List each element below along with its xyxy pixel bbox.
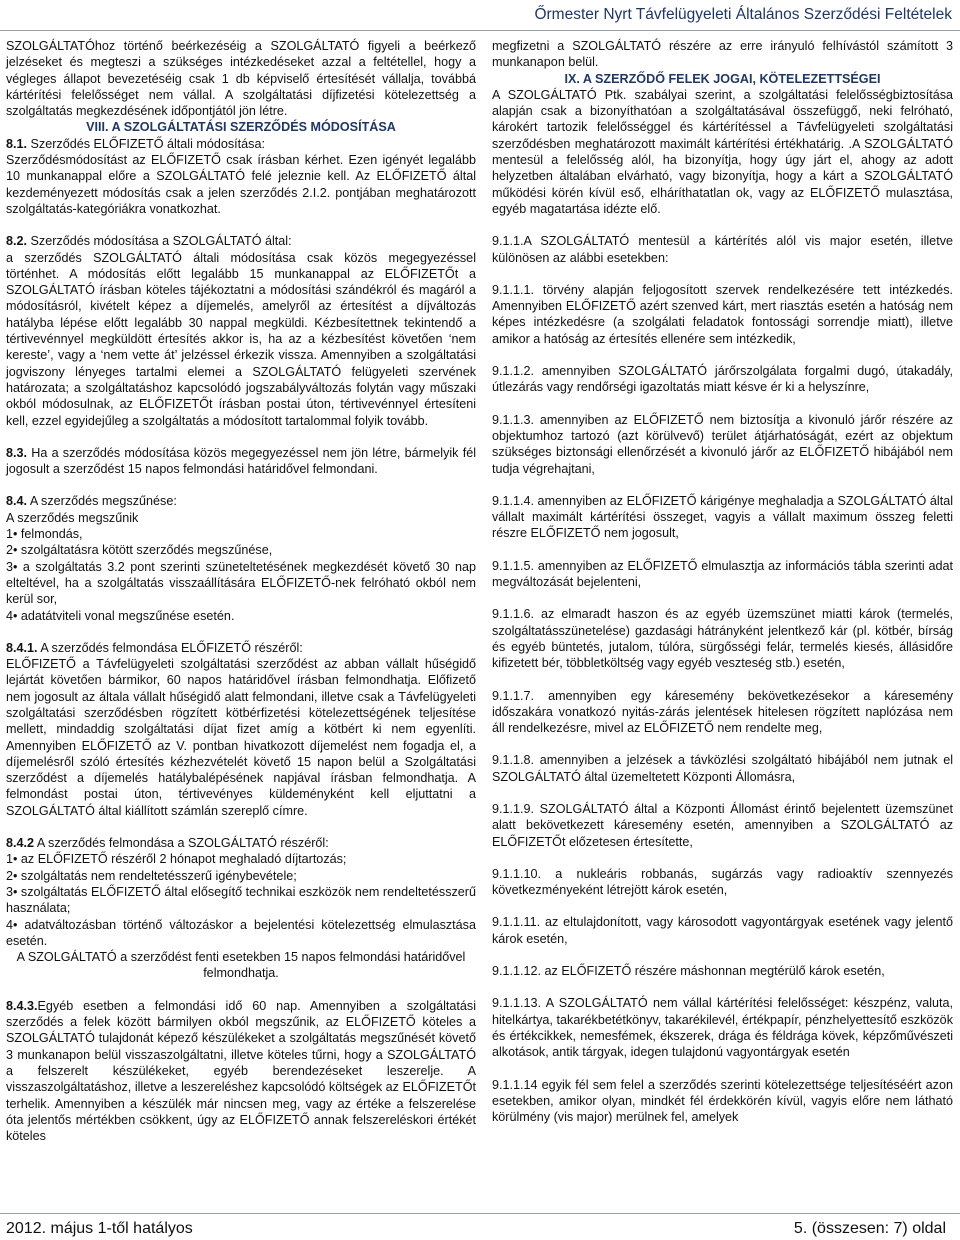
section-8-3-number: 8.3.: [6, 445, 28, 460]
list-item: 3• szolgáltatás ELŐFIZETŐ által elősegítő technikai eszközök nem rendeltetésszerű használata;: [6, 884, 476, 916]
section-8-4-3: [6, 998, 476, 1145]
section-8-2-title: Szerződés módosítása a SZOLGÁLTATÓ által:: [27, 234, 292, 249]
left-column: [6, 38, 476, 1144]
clause-9-1-1-13: 9.1.1.13. A SZOLGÁLTATÓ nem vállal kártérítési felelősséget: készpénz, valuta, hitelkártya, takarékbetétkönyv, takarékilevél, értékpapír, pénzhelyettesítő eszközök és értékcikkek, nemesfémek, ékszerek, drága és féldrága kövek, képzőművészeti alkotások, antik tárgyak, idegen tulajdonú vagyontárgyak esetén: [492, 996, 953, 1060]
clause-9-1-1-4: 9.1.1.4. amennyiben az ELŐFIZETŐ kárigénye meghaladja a SZOLGÁLTATÓ által vállalt maximált kártérítési összeget, vagyis a vállalt maximum összeg feletti részre ELŐFIZETŐ nem jogosult,: [492, 493, 953, 541]
continued-paragraph: megfizetni a SZOLGÁLTATÓ részére az erre irányuló felhívástól számított 3 munkanapon belül.: [492, 39, 953, 70]
clause-9-1-1-3: 9.1.1.3. amennyiben az ELŐFIZETŐ nem biztosítja a kivonuló járőr részére az objektumhoz tartozó (azt körülvevő) terület átjárhatóságát, ezért az objektum szükséges biztonsági ellenőrzését a kivonuló járőr az ELŐFIZETŐ hibájából nem tudja végrehajtani,: [492, 412, 953, 476]
section-8-2-number: 8.2.: [6, 234, 28, 249]
clause-9-1-1-7: 9.1.1.7. amennyiben egy káresemény bekövetkezésekor a káresemény időszakára vonatkozó nyitás-zárás jelentések hitelesen rögzített naplózása nem áll rendelkezésre, mivel az ELŐFIZETŐ nem rendelte meg,: [492, 688, 953, 736]
liability-paragraph: A SZOLGÁLTATÓ Ptk. szabályai szerint, a szolgáltatási felelősségbiztosítása alapján csak a bizonyíthatóan a szolgáltatásával összefüggő, neki felróható, károkért tartozik felelősséggel és kártérítéssel a Távfelügyeleti szolgáltatási szerződésben meghatározott maximált kártérítési értékhatárig. .A SZOLGÁLTATÓ mentesül a felelősség alól, ha bizonyítja, hogy úgy járt el, ahogy az adott helyzetben általában elvárható, vagy bizonyítja, hogy a kárt a SZOLGÁLTATÓ működési körén kívül eső, elháríthatatlan ok, vagy az ELŐFIZETŐ mulasztása, egyéb magatartása idézte elő.: [492, 87, 953, 216]
section-8-4-1: [6, 640, 476, 656]
clause-9-1-1-14: 9.1.1.14 egyik fél sem felel a szerződés szerinti kötelezettsége teljesítéséért azon esetekben, amikor olyan, mindkét fél érdekkörén kívül, vagyis előre nem látható körülmény (vis major) merülnek fel, amelyek: [492, 1077, 953, 1125]
section-8-1-body: Szerződésmódosítást az ELŐFIZETŐ csak írásban kérhet. Ezen igényét legalább 10 munkanappal előre a SZOLGÁLTATÓ felé jeleznie kell. Az ELŐFIZETŐ által kezdeményezett módosítás csak a jelen szerződés 2.I.2. pontjában meghatározott szolgáltatás-kategóriákra vonatkozhat.: [6, 153, 476, 216]
intro-paragraph: SZOLGÁLTATÓhoz történő beérkezéséig a SZOLGÁLTATÓ figyeli a beérkező jelzéseket és megteszi a szükséges intézkedéseket azzal a feltétellel, hogy a végleges állapot bevezetéséig csak 1 db képviselő értesítését vállalja, továbbá kártérítési felelősséget nem vállal. A szolgáltatási díjfizetési kötelezettség a szolgáltatás megkezdésének időpontjától jön létre.: [6, 39, 476, 119]
section-8-4: [6, 493, 476, 509]
document-header-title: Őrmester Nyrt Távfelügyeleti Általános Szerződési Feltételek: [534, 6, 952, 23]
section-8-2: [6, 233, 476, 249]
section-ix-heading: IX. A SZERZŐDŐ FELEK JOGAI, KÖTELEZETTSÉGEI: [564, 71, 881, 86]
section-viii-heading: VIII. A SZOLGÁLTATÁSI SZERZŐDÉS MÓDOSÍTÁSA: [86, 120, 396, 135]
right-column: [492, 38, 953, 1125]
clause-9-1-1-12: 9.1.1.12. az ELŐFIZETŐ részére máshonnan megtérülő károk esetén,: [492, 964, 885, 979]
clause-9-1-1-9: 9.1.1.9. SZOLGÁLTATÓ által a Központi Állomást érintő bejelentett üzemszünet alatt bekövetkezett káresemény esetén, amennyiben a SZOLGÁLTATÓ az ELŐFIZETŐt előzetesen értesítette,: [492, 801, 953, 849]
footer-divider: [0, 1213, 960, 1214]
section-8-4-1-number: 8.4.1.: [6, 640, 38, 655]
clause-9-1-1: 9.1.1.A SZOLGÁLTATÓ mentesül a kártérítés alól vis major esetén, illetve különösen az alábbi esetekben:: [492, 234, 953, 265]
list-item: 3• a szolgáltatás 3.2 pont szerinti szüneteltetésének megkezdését követő 30 nap elteltével, ha a szolgáltatás visszaállítására ELŐFIZETŐ-nek felróható okból nem kerül sor,: [6, 559, 476, 607]
list-item: 4• adatátviteli vonal megszűnése esetén.: [6, 608, 235, 623]
clause-9-1-1-1: 9.1.1.1. törvény alapján feljogosított szervek rendelkezésére tett intézkedés. Amennyiben ELŐFIZETŐ azért szenved kárt, mert riasztás esetén a hatóság nem képes intézkedésre (a szolgálati feladatok fontossági sorrendje miatt), illetve amikor a hatóság az értesítés ellenére sem intézkedik,: [492, 282, 953, 346]
list-item: 1• az ELŐFIZETŐ részéről 2 hónapot meghaladó díjtartozás;: [6, 852, 347, 867]
list-item: 2• szolgáltatásra kötött szerződés megszűnése,: [6, 543, 273, 558]
section-8-3: [6, 445, 476, 478]
section-8-2-body: a szerződés SZOLGÁLTATÓ általi módosítása csak közös megegyezéssel történhet. A módosítás előtt legalább 15 munkanappal az ELŐFIZETŐt a SZOLGÁLTATÓ írásban köteles tájékoztatni a módosítási szándékról és magáról a módosításról, kivételt képez a díjemelés, amelyről az értesítést a díjváltozás hatályba lépése előtt legalább 30 nappal megküldi. Kézbesítettnek tekintendő a tértivevénnyel megküldött értesítés akkor is, ha az a kézbesítést követően ‘nem kereste’, vagy a ‘nem vette át’ jelzéssel érkezik vissza. Amennyiben a szolgáltatási jogviszony lényeges tartalmi elemei a SZOLGÁLTATÓ felügyeleti szervének határozata; a szolgáltatáshoz kapcsolódó jogszabályváltozás folytán vagy műszaki okból módosulnak, az ELŐFIZETŐt írásban postai úton, tértivevénnyel értesíteni kell, ezzel egyidejűleg a szolgáltatás a módosított tartalommal folyik tovább.: [6, 250, 476, 428]
section-8-3-body: Ha a szerződés módosítása közös megegyezéssel nem jön létre, bármelyik fél jogosult a szerződést 15 napos felmondási határidővel felmondani.: [6, 445, 476, 477]
section-8-4-1-body: ELŐFIZETŐ a Távfelügyeleti szolgáltatási szerződést az abban vállalt hűségidő lejártát követően bármikor, 60 napos határidővel írásban felmondhatja. Előfizető nem jogosult az általa vállalt hűségidő alatt felmondani, illetve csak a Távfelügyeleti szolgáltatási szerződésben rögzített kötbérfizetési kötelezettségének teljesítése mellett, mindaddig szolgáltatási díjat fizet amíg a kötbért ki nem egyenlíti. Amennyiben ELŐFIZETŐ az V. pontban hivatkozott díjemelést nem fogadja el, a díjemelésről szóló értesítés kézhezvételét követő 15 napon belül a Szolgáltatási szerződést a díjemelés hatálybalépésének napjával írásban felmondhatja. A felmondást postai úton, tértivevényes küldeményként kell eljuttatni a SZOLGÁLTATÓ által kiállított számlán szereplő címre.: [6, 657, 476, 818]
section-8-1: [6, 136, 476, 152]
page-number: 5. (összesen: 7) oldal: [793, 1220, 946, 1237]
section-8-1-title: Szerződés ELŐFIZETŐ általi módosítása:: [27, 136, 265, 151]
section-8-4-title: A szerződés megszűnése:: [27, 494, 177, 509]
list-item: 1• felmondás,: [6, 527, 83, 542]
list-item: 4• adatváltozásban történő változáskor a bejelentési kötelezettség elmulasztása esetén.: [6, 917, 476, 948]
section-8-4-1-title: A szerződés felmondása ELŐFIZETŐ részéről:: [37, 640, 303, 655]
list-item: 2• szolgáltatás nem rendeltetésszerű igénybevétele;: [6, 868, 297, 883]
section-8-4-2-number: 8.4.2: [6, 836, 35, 851]
section-8-4-3-number: 8.4.3.: [6, 998, 38, 1013]
section-8-4-number: 8.4.: [6, 494, 28, 509]
clause-9-1-1-5: 9.1.1.5. amennyiben az ELŐFIZETŐ elmulasztja az információs tábla szerinti adat megváltozását bejelenteni,: [492, 558, 953, 590]
clause-9-1-1-11: 9.1.1.11. az eltulajdonított, vagy károsodott vagyontárgyak esetének vagy jelentő károk esetén,: [492, 915, 953, 946]
section-8-4-2: [6, 835, 476, 851]
effective-date: 2012. május 1-től hatályos: [6, 1220, 193, 1237]
section-8-4-2-closing: A SZOLGÁLTATÓ a szerződést fenti esetekben 15 napos felmondási határidővel felmondhatja.: [16, 950, 466, 981]
section-8-1-number: 8.1.: [6, 136, 28, 151]
clause-9-1-1-2: 9.1.1.2. amennyiben SZOLGÁLTATÓ járőrszolgálata forgalmi dugó, útakadály, útlezárás vagy rendőrségi igazoltatás miatt késve ér ki a helyszínre,: [492, 364, 953, 395]
section-8-4-3-body: Egyéb esetben a felmondási idő 60 nap. Amennyiben a szolgáltatási szerződés a felek között bármilyen okból megszűnik, az ELŐFIZETŐ köteles a SZOLGÁLTATÓ tulajdonát képező készülékeket a szolgáltatás megszűnését követő 3 munkanapon belül visszaszolgáltatni, illetve köteles tűrni, hogy a SZOLGÁLTATÓ a felszerelt készülékeket, egyéb berendezéseket leszerelje. A visszaszolgáltatáshoz, illetve a leszereléshez kapcsolódó költségek az ELŐFIZETŐt terhelik. Amennyiben a készülék már nincsen meg, vagy az értéke a felszerelése óta jelentős mértékben csökkent, úgy az ELŐFIZETŐ annak felszereléskori értékét köteles: [6, 998, 476, 1144]
clause-9-1-1-10: 9.1.1.10. a nukleáris robbanás, sugárzás vagy radioaktív szennyezés következményeként létrejött károk esetén,: [492, 866, 953, 898]
clause-9-1-1-8: 9.1.1.8. amennyiben a jelzések a távközlési szolgáltató hibájából nem jutnak el SZOLGÁLTATÓ által üzemeltetett Központi Állomásra,: [492, 753, 953, 784]
clause-9-1-1-6: 9.1.1.6. az elmaradt haszon és az egyéb üzemszünet miatti károk (termelés, szolgáltatásszünetelése) gazdasági hátrányként jelentkező kár (pl. kötbér, bírság és egyéb büntetés, jutalom, túlóra, sürgősségi felár, termelés kiesés, állásidőre kifizetett bér, többletköltség vagy egyéb veszteség stb.) esetén,: [492, 607, 953, 671]
section-8-4-2-title: A szerződés felmondása a SZOLGÁLTATÓ részéről:: [34, 836, 329, 851]
list-item: A szerződés megszűnik: [6, 510, 139, 525]
header-divider: [0, 30, 960, 31]
